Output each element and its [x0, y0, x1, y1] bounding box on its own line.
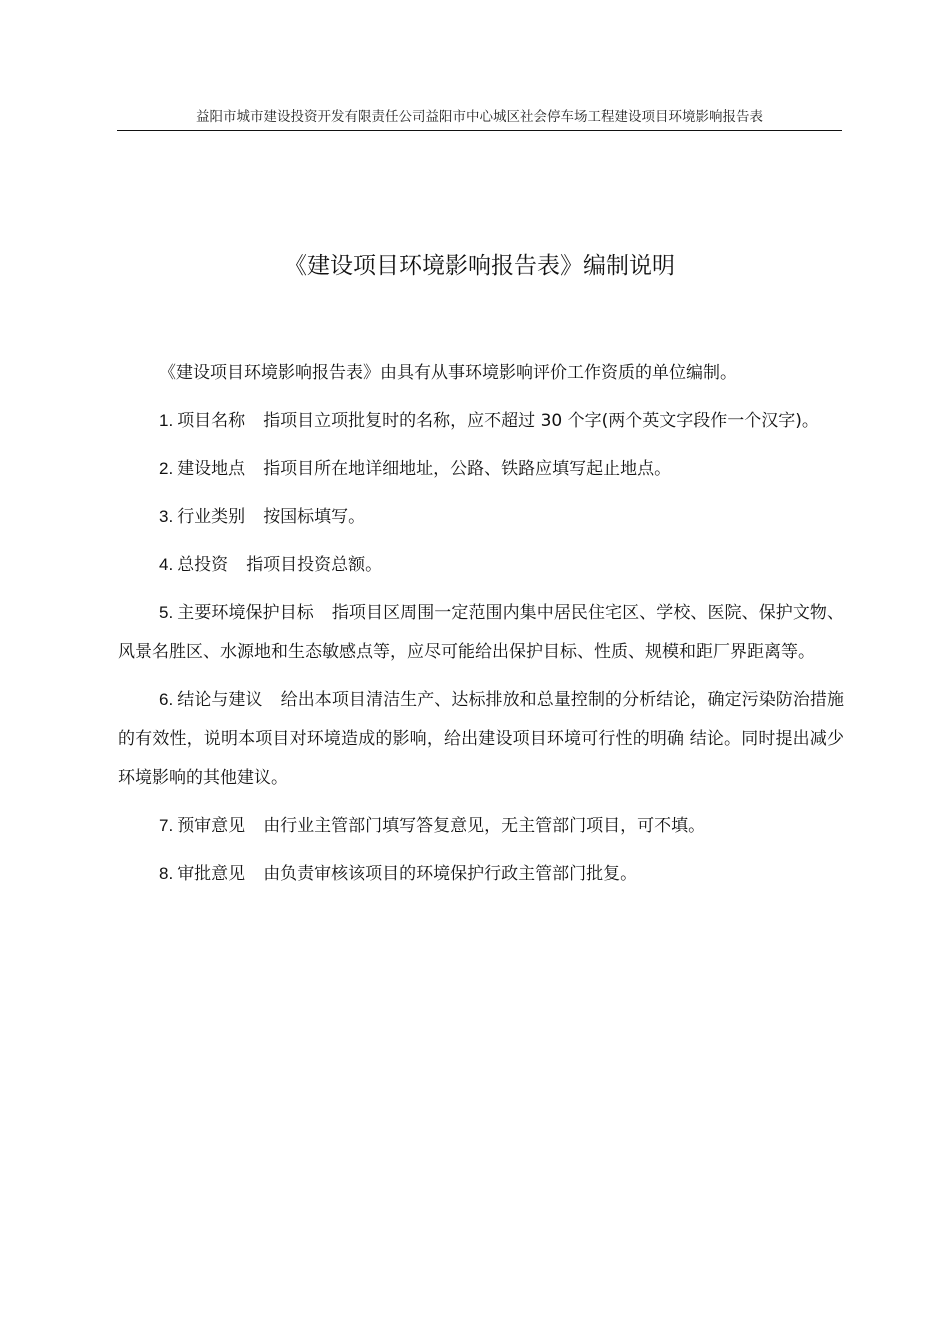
list-item [118, 854, 844, 894]
list-item [118, 449, 844, 489]
item-description: 由负责审核该项目的环境保护行政主管部门批复。 [263, 864, 638, 884]
item-term: 行业类别 [177, 507, 246, 527]
document-body [118, 354, 844, 902]
item-description: 指项目区周围一定范围内集中居民住宅区、学校、医院、保护文物、风景名胜区、水源地和生态敏感点等，应尽可能给出保护目标、性质、规模和距厂界距离等。 [118, 603, 845, 662]
list-item [118, 680, 844, 798]
item-number: 2. [159, 459, 174, 478]
item-term: 审批意见 [177, 864, 246, 884]
item-description: 指项目所在地详细地址，公路、铁路应填写起止地点。 [263, 459, 672, 479]
list-item [118, 593, 844, 672]
item-term: 预审意见 [177, 816, 246, 836]
list-item [118, 401, 844, 441]
item-term: 项目名称 [177, 411, 246, 431]
item-number: 4. [159, 555, 174, 574]
item-number: 1. [159, 411, 174, 430]
list-item [118, 545, 844, 585]
item-term: 建设地点 [177, 459, 246, 479]
item-description: 由行业主管部门填写答复意见，无主管部门项目，可不填。 [263, 816, 706, 836]
item-term: 主要环境保护目标 [177, 603, 314, 623]
item-description: 指项目立项批复时的名称，应不超过 30 个字(两个英文字段作一个汉字)。 [263, 411, 819, 431]
item-description: 指项目投资总额。 [246, 555, 383, 575]
intro-paragraph: 《建设项目环境影响报告表》由具有从事环境影响评价工作资质的单位编制。 [159, 363, 737, 383]
item-term: 总投资 [177, 555, 229, 575]
item-description: 给出本项目清洁生产、达标排放和总量控制的分析结论，确定污染防治措施的有效性，说明本项目对环境造成的影响，给出建设项目环境可行性的明确 结论。同时提出减少环境影响的其他建议。 [118, 690, 845, 788]
list-item [118, 806, 844, 846]
item-description: 按国标填写。 [263, 507, 366, 527]
document-title: 《建设项目环境影响报告表》编制说明 [284, 253, 675, 279]
item-number: 8. [159, 864, 174, 883]
item-number: 5. [159, 603, 174, 622]
item-term: 结论与建议 [177, 690, 263, 710]
list-item [118, 497, 844, 537]
item-number: 6. [159, 690, 174, 709]
header-rule [117, 130, 842, 131]
running-header-title: 益阳市城市建设投资开发有限责任公司益阳市中心城区社会停车场工程建设项目环境影响报告表 [196, 109, 763, 125]
item-number: 3. [159, 507, 174, 526]
item-number: 7. [159, 816, 174, 835]
